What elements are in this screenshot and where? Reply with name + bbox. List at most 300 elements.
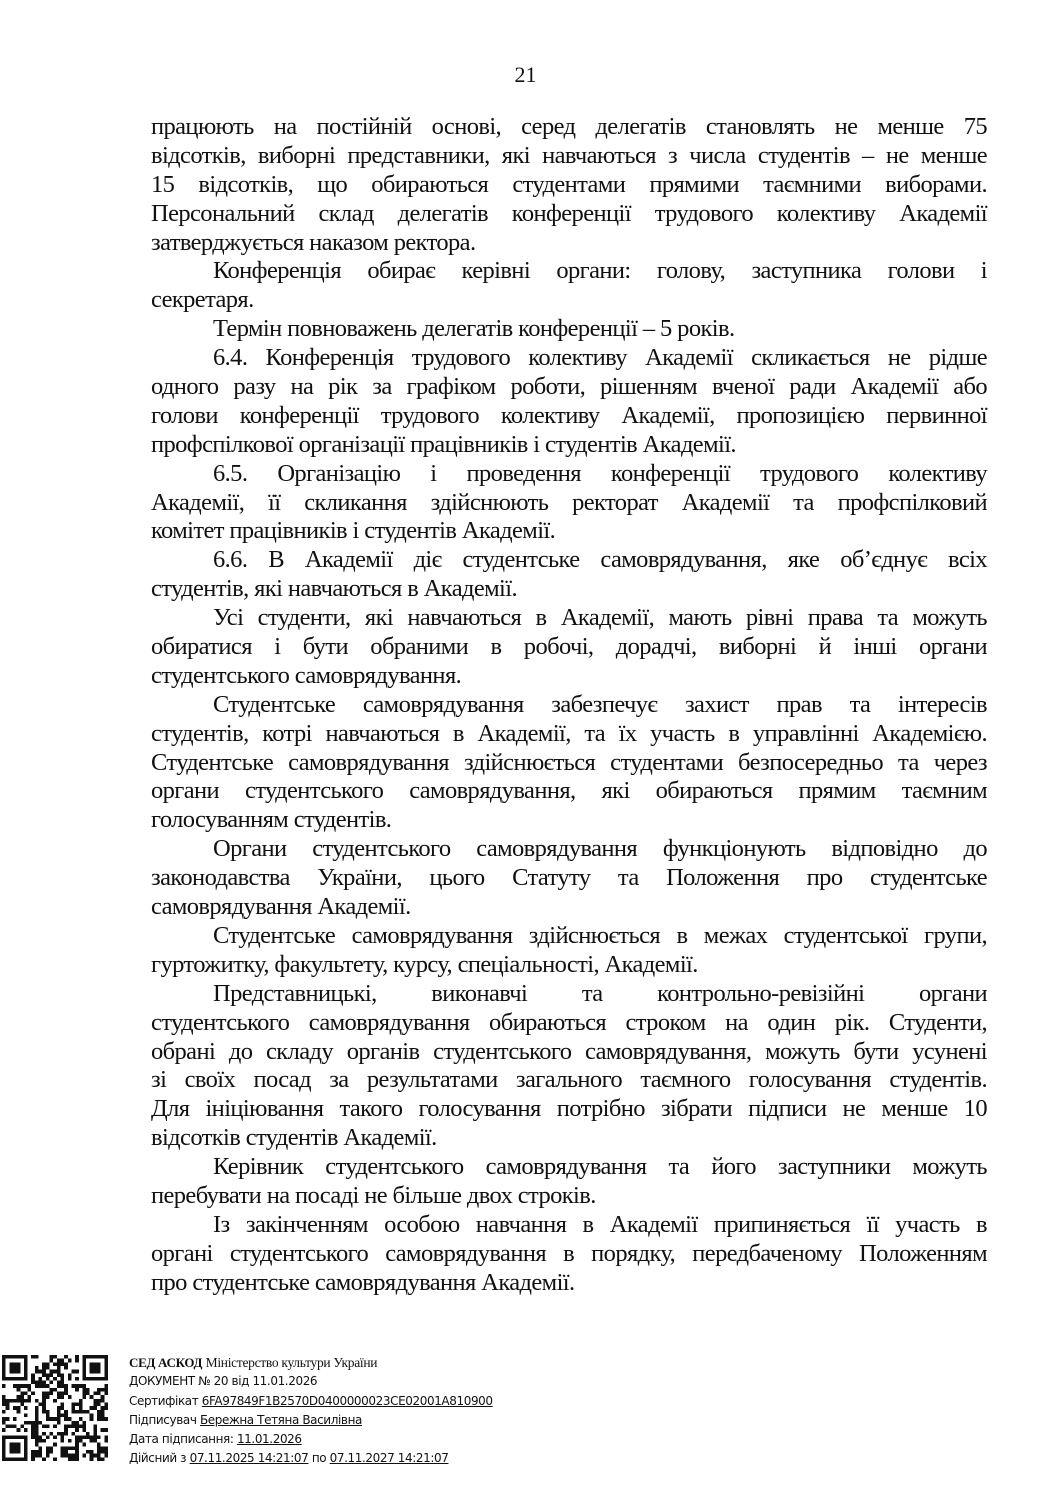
qr-module [13,1370,17,1374]
stamp-certificate-label: Сертифікат [129,1393,199,1408]
qr-module [46,1377,50,1381]
qr-module [17,1406,21,1410]
qr-module [17,1457,21,1461]
qr-module [2,1395,6,1399]
text-line: Студентське самоврядування здійснюється в межах студентської групи, [213,921,987,949]
qr-module [24,1406,28,1410]
qr-module [6,1403,10,1407]
qr-module [9,1424,13,1428]
qr-module [24,1370,28,1374]
qr-module [46,1410,50,1414]
qr-module [104,1450,108,1454]
qr-module [71,1457,75,1461]
qr-module [90,1417,94,1421]
text-line: голосуванням студентів. [151,806,392,834]
qr-module [2,1410,6,1414]
qr-module [86,1355,90,1359]
qr-module [35,1450,39,1454]
qr-module [79,1384,83,1388]
qr-module [42,1432,46,1436]
qr-module [46,1373,50,1377]
qr-module [46,1395,50,1399]
qr-module [60,1454,64,1458]
qr-module [82,1421,86,1425]
qr-module [35,1413,39,1417]
qr-module [17,1443,21,1447]
qr-module [24,1450,28,1454]
qr-module [13,1443,17,1447]
qr-module [2,1454,6,1458]
qr-module [24,1439,28,1443]
qr-module [68,1417,72,1421]
qr-module [53,1377,57,1381]
qr-module [104,1403,108,1407]
qr-module [9,1399,13,1403]
text-line: студентського самоврядування. [151,661,462,689]
qr-module [97,1435,101,1439]
qr-module [13,1384,17,1388]
qr-module [101,1406,105,1410]
qr-module [97,1392,101,1396]
qr-module [39,1403,43,1407]
qr-module [57,1370,61,1374]
qr-module [60,1392,64,1396]
qr-module [86,1388,90,1392]
qr-module [46,1362,50,1366]
qr-module [104,1373,108,1377]
qr-module [57,1359,61,1363]
text-line: Керівник студентського самоврядування та його заступники можуть [213,1153,987,1181]
page-number: 21 [514,62,537,87]
qr-module [71,1403,75,1407]
qr-module [35,1454,39,1458]
qr-module [35,1443,39,1447]
qr-module [60,1450,64,1454]
text-line: працюють на постійній основі, серед делегатів становлять не менше 75 [151,113,987,140]
qr-module [13,1450,17,1454]
qr-module [93,1362,97,1366]
qr-module [35,1370,39,1374]
qr-module [79,1410,83,1414]
qr-module [24,1399,28,1403]
qr-module [75,1403,79,1407]
text-line: Термін повноважень делегатів конференції – 5 років. [213,315,735,343]
paragraph [151,460,987,547]
qr-module [42,1395,46,1399]
qr-module [75,1446,79,1450]
paragraph [151,315,987,344]
qr-module [50,1355,54,1359]
text-line: органи студентського самоврядування, які обираються прямим таємним [151,777,987,805]
qr-module [90,1355,94,1359]
qr-module [9,1362,13,1366]
qr-module [46,1454,50,1458]
qr-module [9,1366,13,1370]
qr-module [17,1446,21,1450]
text-line: відсотків, виборні представники, які навчаються з числа студентів – не менше [151,141,987,169]
qr-module [104,1439,108,1443]
qr-module [50,1450,54,1454]
qr-module [75,1424,79,1428]
stamp-signer-line [129,1411,493,1430]
qr-module [39,1450,43,1454]
qr-module [75,1443,79,1447]
qr-module [93,1403,97,1407]
qr-module [86,1410,90,1414]
qr-module [93,1424,97,1428]
qr-module [13,1424,17,1428]
qr-module [9,1450,13,1454]
qr-module [64,1424,68,1428]
paragraph [151,344,987,460]
qr-module [31,1432,35,1436]
qr-module [2,1366,6,1370]
qr-module [71,1370,75,1374]
qr-module [24,1413,28,1417]
qr-module [75,1377,79,1381]
text-line: Представницькі, виконавчі та контрольно-ревізійні органи [213,979,987,1007]
qr-module [28,1421,32,1425]
qr-module [46,1413,50,1417]
qr-module [6,1417,10,1421]
qr-module [24,1454,28,1458]
qr-module [39,1435,43,1439]
qr-module [2,1373,6,1377]
qr-module [35,1410,39,1414]
qr-module [2,1377,6,1381]
qr-module [9,1355,13,1359]
qr-module [93,1366,97,1370]
qr-module [35,1355,39,1359]
qr-module [97,1457,101,1461]
qr-module [24,1457,28,1461]
qr-module [2,1439,6,1443]
qr-module [2,1446,6,1450]
qr-module [17,1362,21,1366]
qr-module [42,1457,46,1461]
qr-module [57,1373,61,1377]
qr-module [68,1457,72,1461]
qr-module [90,1370,94,1374]
qr-module [46,1450,50,1454]
qr-module [97,1362,101,1366]
qr-module [6,1355,10,1359]
qr-module [17,1435,21,1439]
qr-module [82,1454,86,1458]
qr-module [64,1428,68,1432]
qr-module [82,1428,86,1432]
qr-module [90,1450,94,1454]
qr-module [90,1439,94,1443]
qr-module [104,1392,108,1396]
qr-module [9,1370,13,1374]
qr-module [86,1377,90,1381]
text-line: профспілкової організації працівників і студентів Академії. [151,430,736,458]
paragraph [151,980,987,1153]
qr-module [17,1377,21,1381]
qr-module [31,1454,35,1458]
text-line: про студентське самоврядування Академії. [151,1268,575,1296]
text-line: відсотків студентів Академії. [151,1124,437,1152]
electronic-signature-stamp [0,1350,600,1470]
qr-module [93,1435,97,1439]
qr-module [9,1377,13,1381]
stamp-sign-date-label: Дата підписання: [129,1432,234,1447]
qr-module [13,1399,17,1403]
qr-module [39,1377,43,1381]
stamp-valid-from: 07.11.2025 14:21:07 [189,1451,309,1466]
qr-module [57,1395,61,1399]
qr-module [6,1377,10,1381]
qr-module [64,1355,68,1359]
text-line: Академії, її скликання здійснюють ректорат Академії та профспілковий [151,488,987,516]
stamp-sign-date-line [129,1430,493,1449]
qr-module [75,1457,79,1461]
qr-module [93,1392,97,1396]
qr-module [71,1424,75,1428]
qr-module [101,1399,105,1403]
stamp-certificate-line [129,1392,493,1411]
qr-module [104,1428,108,1432]
paragraph [151,1211,987,1298]
qr-module [71,1406,75,1410]
qr-module [101,1413,105,1417]
qr-module [9,1435,13,1439]
qr-module [42,1410,46,1414]
qr-module [13,1457,17,1461]
qr-module [17,1399,21,1403]
qr-module [86,1432,90,1436]
qr-module [39,1381,43,1385]
qr-module [17,1388,21,1392]
qr-module [39,1421,43,1425]
qr-module [42,1384,46,1388]
qr-module [35,1384,39,1388]
qr-module [42,1392,46,1396]
qr-module [86,1435,90,1439]
qr-module [24,1443,28,1447]
qr-module [46,1366,50,1370]
qr-module [20,1424,24,1428]
qr-module [79,1424,83,1428]
qr-module [93,1432,97,1436]
qr-module [31,1435,35,1439]
qr-module [104,1417,108,1421]
qr-module [53,1399,57,1403]
qr-module [46,1435,50,1439]
qr-module [57,1421,61,1425]
qr-module [42,1362,46,1366]
stamp-signer-label: Підписувач [129,1412,197,1427]
qr-module [50,1417,54,1421]
qr-module [97,1410,101,1414]
qr-module [39,1384,43,1388]
qr-module [75,1384,79,1388]
qr-module [39,1454,43,1458]
qr-module [104,1435,108,1439]
qr-module [6,1399,10,1403]
qr-module [79,1439,83,1443]
text-line: Конференція обирає керівні органи: голову, заступника голови і [213,257,987,285]
qr-module [71,1446,75,1450]
qr-module [57,1392,61,1396]
qr-module [13,1446,17,1450]
qr-module [90,1454,94,1458]
qr-module [2,1384,6,1388]
qr-module [71,1421,75,1425]
qr-module [17,1450,21,1454]
qr-module [50,1432,54,1436]
qr-module [97,1450,101,1454]
paragraph [151,257,987,315]
qr-module [64,1362,68,1366]
qr-module [2,1370,6,1374]
qr-module [104,1359,108,1363]
qr-module [20,1395,24,1399]
qr-module [13,1417,17,1421]
qr-module [57,1366,61,1370]
qr-module [24,1373,28,1377]
qr-module [104,1355,108,1359]
text-line: 6.5. Організацію і проведення конференції трудового колективу [213,459,987,487]
qr-module [50,1359,54,1363]
qr-module [71,1454,75,1458]
qr-module [24,1421,28,1425]
qr-module [46,1424,50,1428]
qr-module [97,1355,101,1359]
qr-module [93,1406,97,1410]
qr-module [93,1370,97,1374]
qr-module [79,1435,83,1439]
qr-module [60,1384,64,1388]
qr-module [68,1439,72,1443]
qr-module [35,1381,39,1385]
qr-module [6,1435,10,1439]
qr-module [2,1359,6,1363]
qr-module [50,1370,54,1374]
qr-module [24,1384,28,1388]
text-line: одного разу на рік за графіком роботи, рішенням вченої ради Академії або [151,373,987,401]
qr-module [28,1388,32,1392]
qr-module [90,1395,94,1399]
text-line: 6.4. Конференція трудового колективу Академії скликається не рідше [213,344,987,372]
qr-module [17,1370,21,1374]
qr-module [90,1362,94,1366]
qr-module [75,1421,79,1425]
qr-module [101,1377,105,1381]
text-line: Студентське самоврядування забезпечує захист прав та інтересів [213,690,987,718]
qr-module [93,1428,97,1432]
qr-module [31,1428,35,1432]
qr-module [53,1424,57,1428]
qr-module [60,1362,64,1366]
qr-module [46,1392,50,1396]
qr-module [104,1446,108,1450]
qr-module [97,1443,101,1447]
text-line: затверджується наказом ректора. [151,228,476,256]
qr-module [39,1370,43,1374]
qr-module [35,1432,39,1436]
text-line: 6.6. В Академії діє студентське самоврядування, яке об’єднує всіх [213,546,987,574]
document-body [151,113,987,1298]
qr-module [101,1355,105,1359]
qr-module [60,1435,64,1439]
qr-module [104,1406,108,1410]
text-line: голови конференції трудового колективу Академії, пропозицією первинної [151,401,987,429]
stamp-system: СЕД АСКОД [129,1355,203,1370]
qr-module [20,1403,24,1407]
qr-module [104,1384,108,1388]
qr-module [57,1410,61,1414]
qr-module [42,1424,46,1428]
qr-module [17,1428,21,1432]
qr-module [2,1355,6,1359]
qr-module [101,1428,105,1432]
qr-module [68,1377,72,1381]
qr-module [31,1421,35,1425]
qr-module [57,1413,61,1417]
qr-module [9,1446,13,1450]
qr-module [68,1395,72,1399]
qr-module [39,1446,43,1450]
qr-module [101,1450,105,1454]
qr-module [20,1355,24,1359]
qr-module [46,1384,50,1388]
qr-module [93,1439,97,1443]
qr-module [31,1381,35,1385]
qr-module [9,1443,13,1447]
qr-module [31,1373,35,1377]
qr-module [6,1424,10,1428]
qr-module [31,1457,35,1461]
qr-module [17,1366,21,1370]
stamp-valid-to: 07.11.2027 14:21:07 [329,1451,449,1466]
text-line: студентів, які навчаються в Академії. [151,575,517,603]
qr-module [31,1355,35,1359]
qr-module [101,1410,105,1414]
qr-module [82,1366,86,1370]
qr-module [101,1395,105,1399]
stamp-details [129,1353,493,1469]
qr-module [60,1373,64,1377]
qr-module [13,1406,17,1410]
qr-module [64,1410,68,1414]
qr-module [17,1395,21,1399]
qr-module [60,1359,64,1363]
qr-module [64,1413,68,1417]
paragraph [151,691,987,835]
qr-module [35,1417,39,1421]
text-line: обрані до складу органів студентського самоврядування, можуть бути усунені [151,1037,987,1065]
text-line: 15 відсотків, що обираються студентами прямими таємними виборами. [151,170,987,198]
qr-module [35,1421,39,1425]
qr-module [2,1435,6,1439]
qr-module [53,1362,57,1366]
qr-module [82,1355,86,1359]
qr-module [82,1435,86,1439]
qr-module [42,1381,46,1385]
qr-module [75,1359,79,1363]
qr-module [13,1435,17,1439]
qr-module [24,1359,28,1363]
qr-module [101,1457,105,1461]
qr-module [13,1362,17,1366]
qr-module [75,1355,79,1359]
qr-module [101,1417,105,1421]
qr-module [24,1435,28,1439]
paragraph [151,922,987,980]
qr-module [60,1381,64,1385]
